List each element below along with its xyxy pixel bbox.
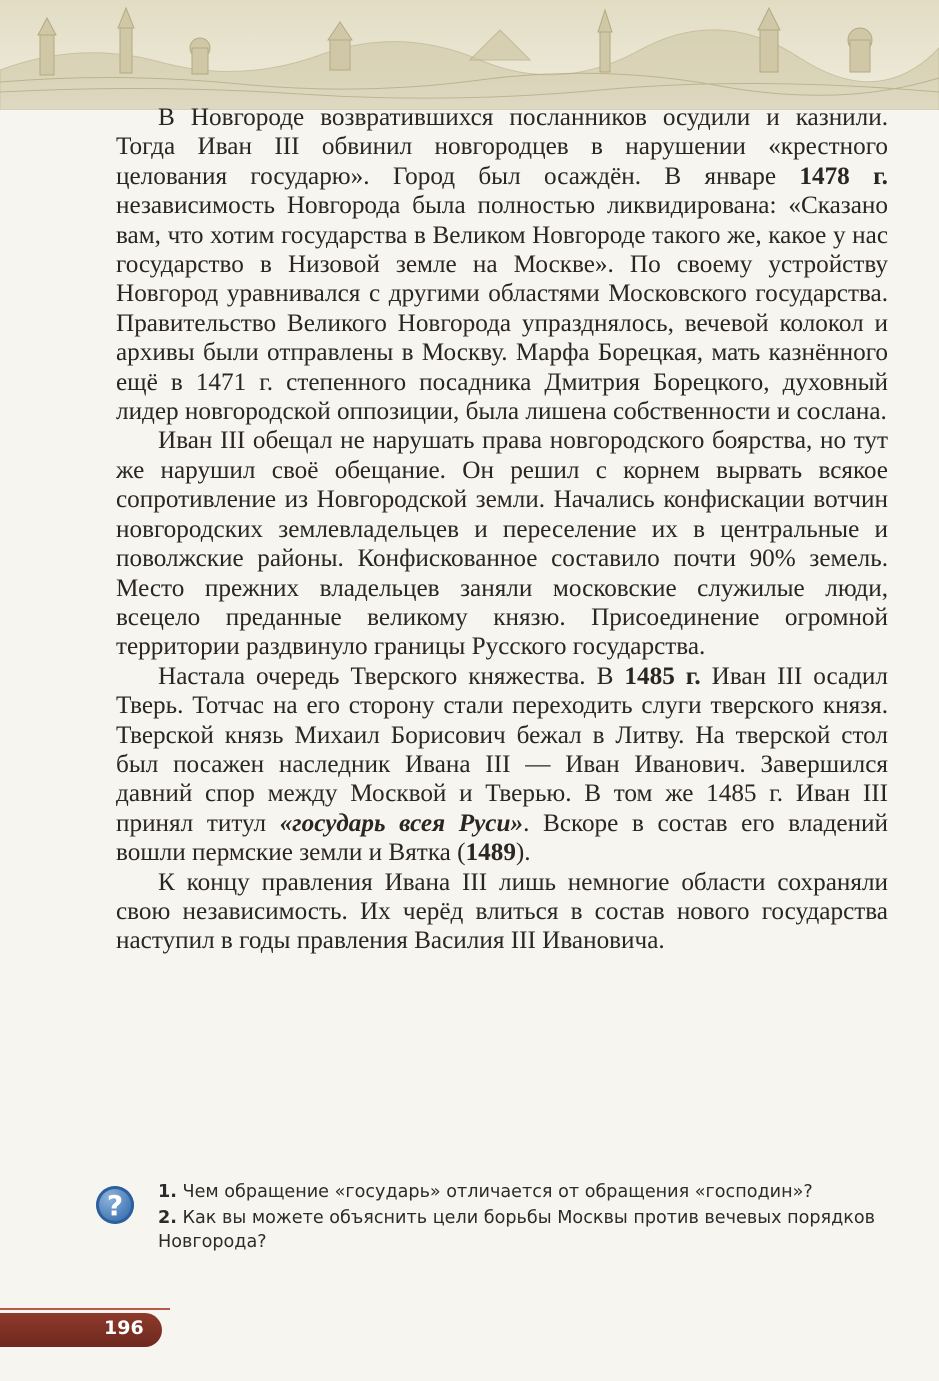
city-panorama-illustration bbox=[0, 0, 939, 110]
questions-list bbox=[158, 1180, 888, 1256]
page-number: 196 bbox=[104, 1317, 144, 1339]
paragraph-confiscation: Иван III обещал не нарушать права новгородского боярства, но тут же нарушил своё обещание. Он решил с корнем вырвать всякое сопротивление из Новгородской земли. Начались конфискации вотчин новгородских землевладельцев и переселение их в центральные и поволжские районы. Конфискованное составило почти 90% земель. Место прежних владельцев заняли московские служилые люди, всецело преданные великому князю. Присоединение огромной территории раздвинуло границы Русского государства. bbox=[116, 427, 888, 661]
date-1485: 1485 г. bbox=[624, 662, 701, 690]
header-illustration bbox=[0, 0, 939, 110]
paragraph-tver: Настала очередь Тверского княжества. В 1485 г. Иван III осадил Тверь. Тотчас на его сторону стали переходить слуги тверского князя. Тверской князь Михаил Борисович бежал в Литву. На тверской стол был посажен наследник Ивана III — Иван Иванович. Завершился давний спор между Москвой и Тверью. В том же 1485 г. Иван III принял титул «государь всея Руси». Вскоре в состав его владений вошли пермские земли и Вятка (1489). bbox=[116, 662, 889, 867]
question-item: 2. Как вы можете объяснить цели борьбы Москвы против вечевых порядков Новгорода? bbox=[158, 1208, 876, 1252]
page-number-stripe bbox=[0, 1308, 170, 1310]
paragraph-conclusion: К концу правления Ивана III лишь немногие области сохраняли свою независимость. Их черёд влиться в состав нового государства наступил в годы правления Василия III Ивановича. bbox=[116, 868, 888, 955]
title-term: «государь всея Руси» bbox=[279, 809, 524, 837]
question-mark-icon: ? bbox=[96, 1186, 134, 1224]
date-1478: 1478 г. bbox=[799, 162, 888, 190]
question-item: 1. Чем обращение «государь» отличается от обращения «господин»? bbox=[158, 1182, 813, 1202]
date-1489: 1489 bbox=[465, 839, 516, 867]
page-number-tab bbox=[0, 1313, 162, 1347]
paragraph-novgorod: В Новгороде возвратившихся посланников осудили и казнили. Тогда Иван III обвинил новгородцев в нарушении «крестного целования государю». Город был осаждён. В январе 1478 г. независимость Новгорода была полностью ликвидирована: «Сказано вам, что хотим государства в Великом Новгороде такого же, какое у нас государство в Низовой земле на Москве». По своему устройству Новгород уравнивался с другими областями Московского государства. Правительство Великого Новгорода упразднялось, вечевой колокол и архивы были отправлены в Москву. Марфа Борецкая, мать казнённого ещё в 1471 г. степенного посадника Дмитрия Борецкого, духовный лидер новгородской оппозиции, была лишена собственности и сослана. bbox=[116, 104, 888, 426]
main-text bbox=[116, 103, 888, 956]
